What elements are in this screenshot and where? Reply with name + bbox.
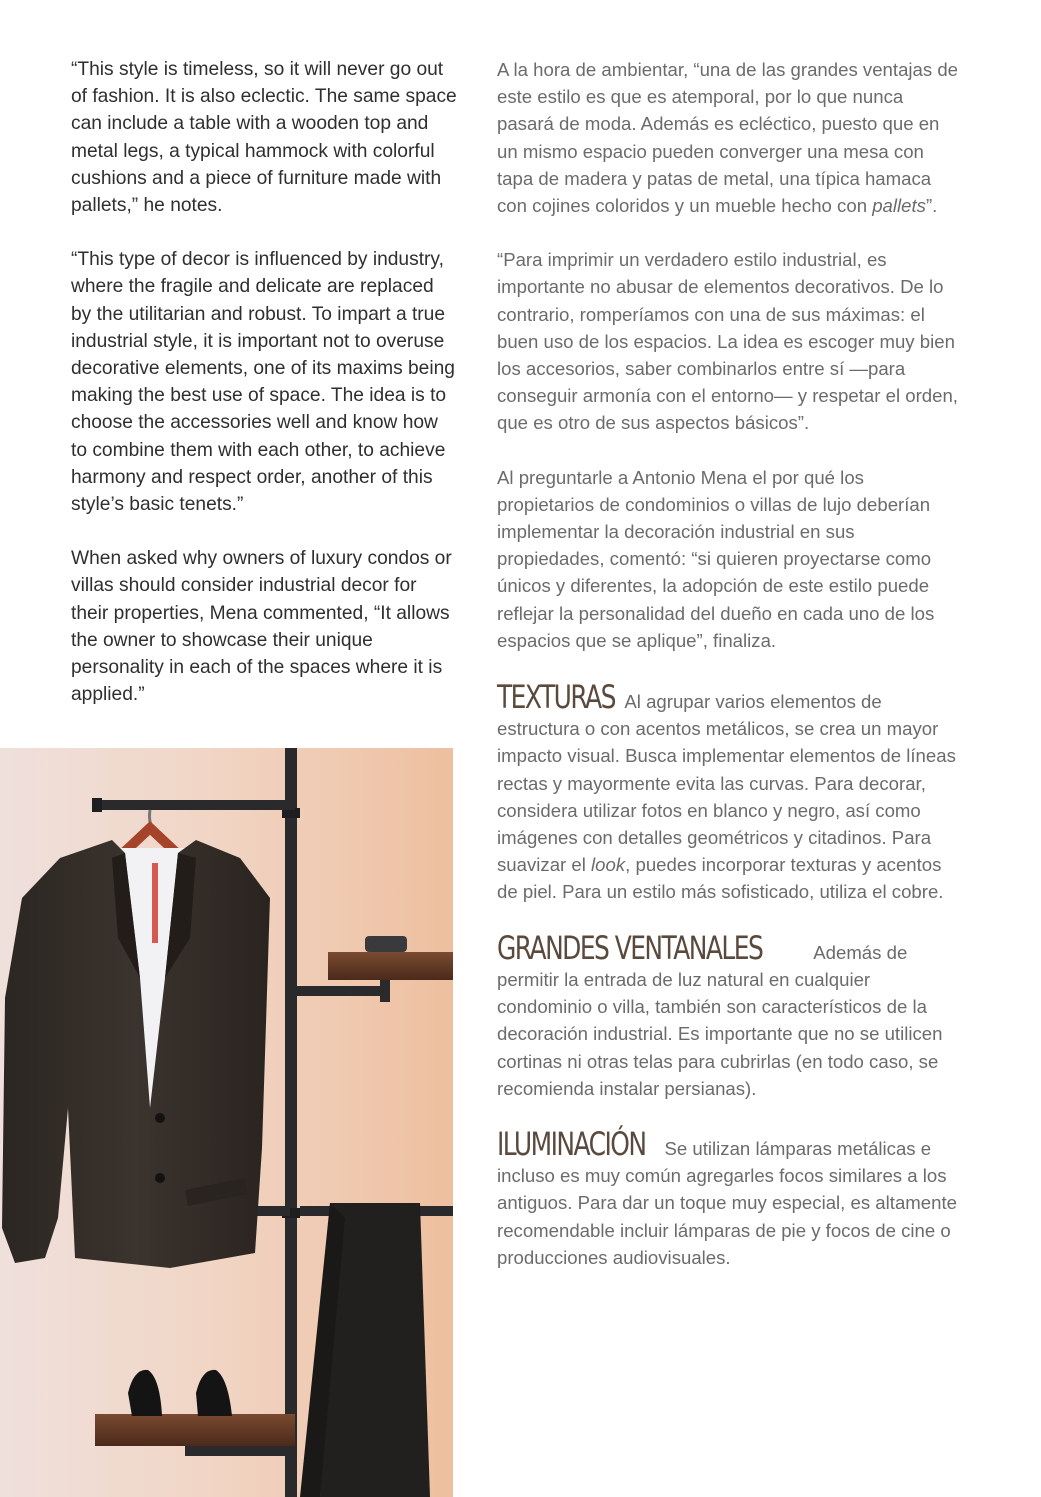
texturas-text-a: Al agrupar varios elementos de estructura o con acentos metálicos, se crea un mayor impacto visual. Busca implementar elementos de líneas rectas y mayormente evita las curvas. Para decorar, considera utilizar fotos en blanco y negro, así como imágenes con detalles geométricos y citadinos. Para suavizar el (497, 691, 956, 876)
iluminacion-text: Se utilizan lámparas metálicas e incluso es muy común agregarles focos similares a los antiguos. Para dar un toque muy especial, es altamente recomendable incluir lámparas de pie y focos de cine o producciones audiovisuales. (497, 1137, 957, 1268)
english-paragraph-2: “This type of decor is influenced by industry, where the fragile and delicate are replaced by the utilitarian and robust. To impart a true industrial style, it is important not to overuse decorative elements, one of its maxims being making the best use of space. The idea is to choose the accessories well and know how to combine them with each other, to achieve harmony and respect order, another of this style’s basic tenets.” (71, 249, 455, 516)
spanish-column (497, 56, 965, 1297)
english-paragraph-1: “This style is timeless, so it will never go out of fashion. It is also eclectic. The same space can include a table with a wooden top and metal legs, a typical hammock with colorful cushions and a piece of furniture made with pallets,” he notes. (71, 59, 457, 217)
heading-iluminacion: ILUMINACIÓN (497, 1124, 646, 1163)
english-column (71, 56, 459, 735)
texturas-italic: look (591, 854, 626, 876)
ventanales-text: Además de permitir la entrada de luz natural en cualquier condominio o villa, también son característicos de la decoración industrial. Es importante que no se utilicen cortinas ni otras telas para cubrirlas (en todo caso, se recomienda instalar persianas). (497, 941, 943, 1099)
texturas-text-b: , puedes incorporar texturas y acentos de piel. Para un estilo más sofisticado, utiliza el cobre. (497, 854, 944, 903)
spanish-paragraph-1-text-b: ”. (925, 195, 938, 217)
section-texturas (497, 678, 965, 906)
suit-on-pipe-rack-photo (0, 748, 453, 1497)
spanish-paragraph-1-text-a: A la hora de ambientar, “una de las grandes ventajas de este estilo es que es atemporal, por lo que nunca pasará de moda. Además es ecléctico, puesto que en un mismo espacio pueden converger una mesa con tapa de madera y patas de metal, una típica hamaca con cojines coloridos y un mueble hecho con (497, 59, 959, 217)
english-paragraph-3: When asked why owners of luxury condos or villas should consider industrial decor for their properties, Mena commented, “It allows the owner to showcase their unique personality in each of the spaces where it is applied.” (71, 548, 452, 706)
spanish-paragraph-1-italic: pallets (872, 195, 926, 217)
heading-texturas: TEXTURAS (497, 678, 615, 717)
spanish-paragraph-2: “Para imprimir un verdadero estilo industrial, es importante no abusar de elementos decorativos. De lo contrario, romperíamos con una de sus máximas: el buen uso de los espacios. La idea es escoger muy bien los accesorios, saber combinarlos entre sí —para conseguir armonía con el entorno— y respetar el orden, que es otro de sus aspectos básicos”. (497, 249, 958, 434)
heading-grandes-ventanales: GRANDES VENTANALES (497, 928, 763, 967)
section-grandes-ventanales (497, 928, 965, 1102)
section-iluminacion (497, 1124, 965, 1271)
spanish-paragraph-1 (497, 56, 965, 219)
suit-on-pipe-rack-illustration (0, 748, 453, 1497)
spanish-paragraph-3: Al preguntarle a Antonio Mena el por qué los propietarios de condominios o villas de lujo deberían implementar la decoración industrial en sus propiedades, comentó: “si quieren proyectarse como únicos y diferentes, la adopción de este estilo puede reflejar la personalidad del dueño en cada uno de los espacios que se aplique”, finaliza. (497, 466, 935, 651)
